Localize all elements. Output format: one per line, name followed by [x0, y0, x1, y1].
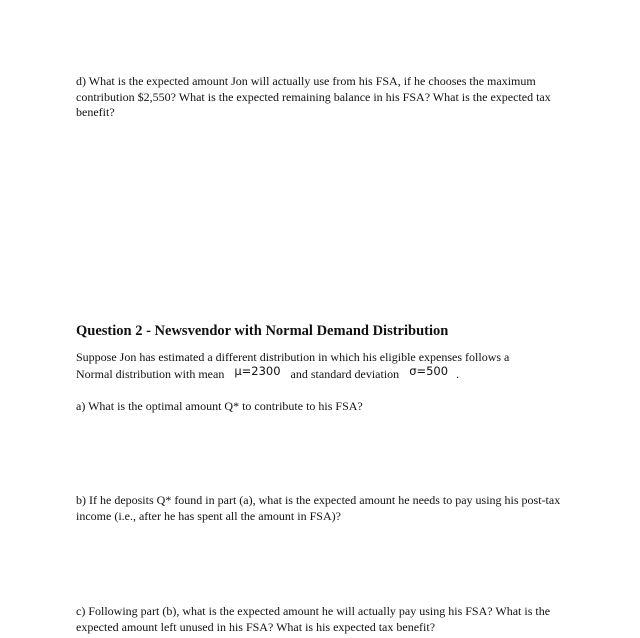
- sd-expression: σ=500: [409, 364, 449, 378]
- intro-sd-middle: and standard deviation: [290, 367, 400, 381]
- question-2-intro-line-2: [76, 364, 566, 383]
- intro-period: .: [456, 367, 460, 381]
- question-2-heading: Question 2 - Newsvendor with Normal Demand Distribution: [76, 323, 449, 339]
- question-part-a: a) What is the optimal amount Q* to contribute to his FSA?: [76, 399, 363, 413]
- question-part-b: b) If he deposits Q* found in part (a), what is the expected amount he needs to pay using his post-tax income (i.e., after he has spent all the amount in FSA)?: [76, 493, 561, 523]
- intro-mean-prefix: Normal distribution with mean: [76, 367, 225, 381]
- question-part-d: d) What is the expected amount Jon will actually use from his FSA, if he chooses the maximum contribution $2,550? What is the expected remaining balance in his FSA? What is the expected tax benefit?: [76, 74, 551, 119]
- question-part-c: c) Following part (b), what is the expected amount he will actually pay using his FSA? What is the expected amount left unused in his FSA? What is his expected tax benefit?: [76, 604, 551, 634]
- question-2-intro-line-1: Suppose Jon has estimated a different distribution in which his eligible expenses follows a: [76, 350, 510, 364]
- mean-expression: μ=2300: [234, 364, 281, 378]
